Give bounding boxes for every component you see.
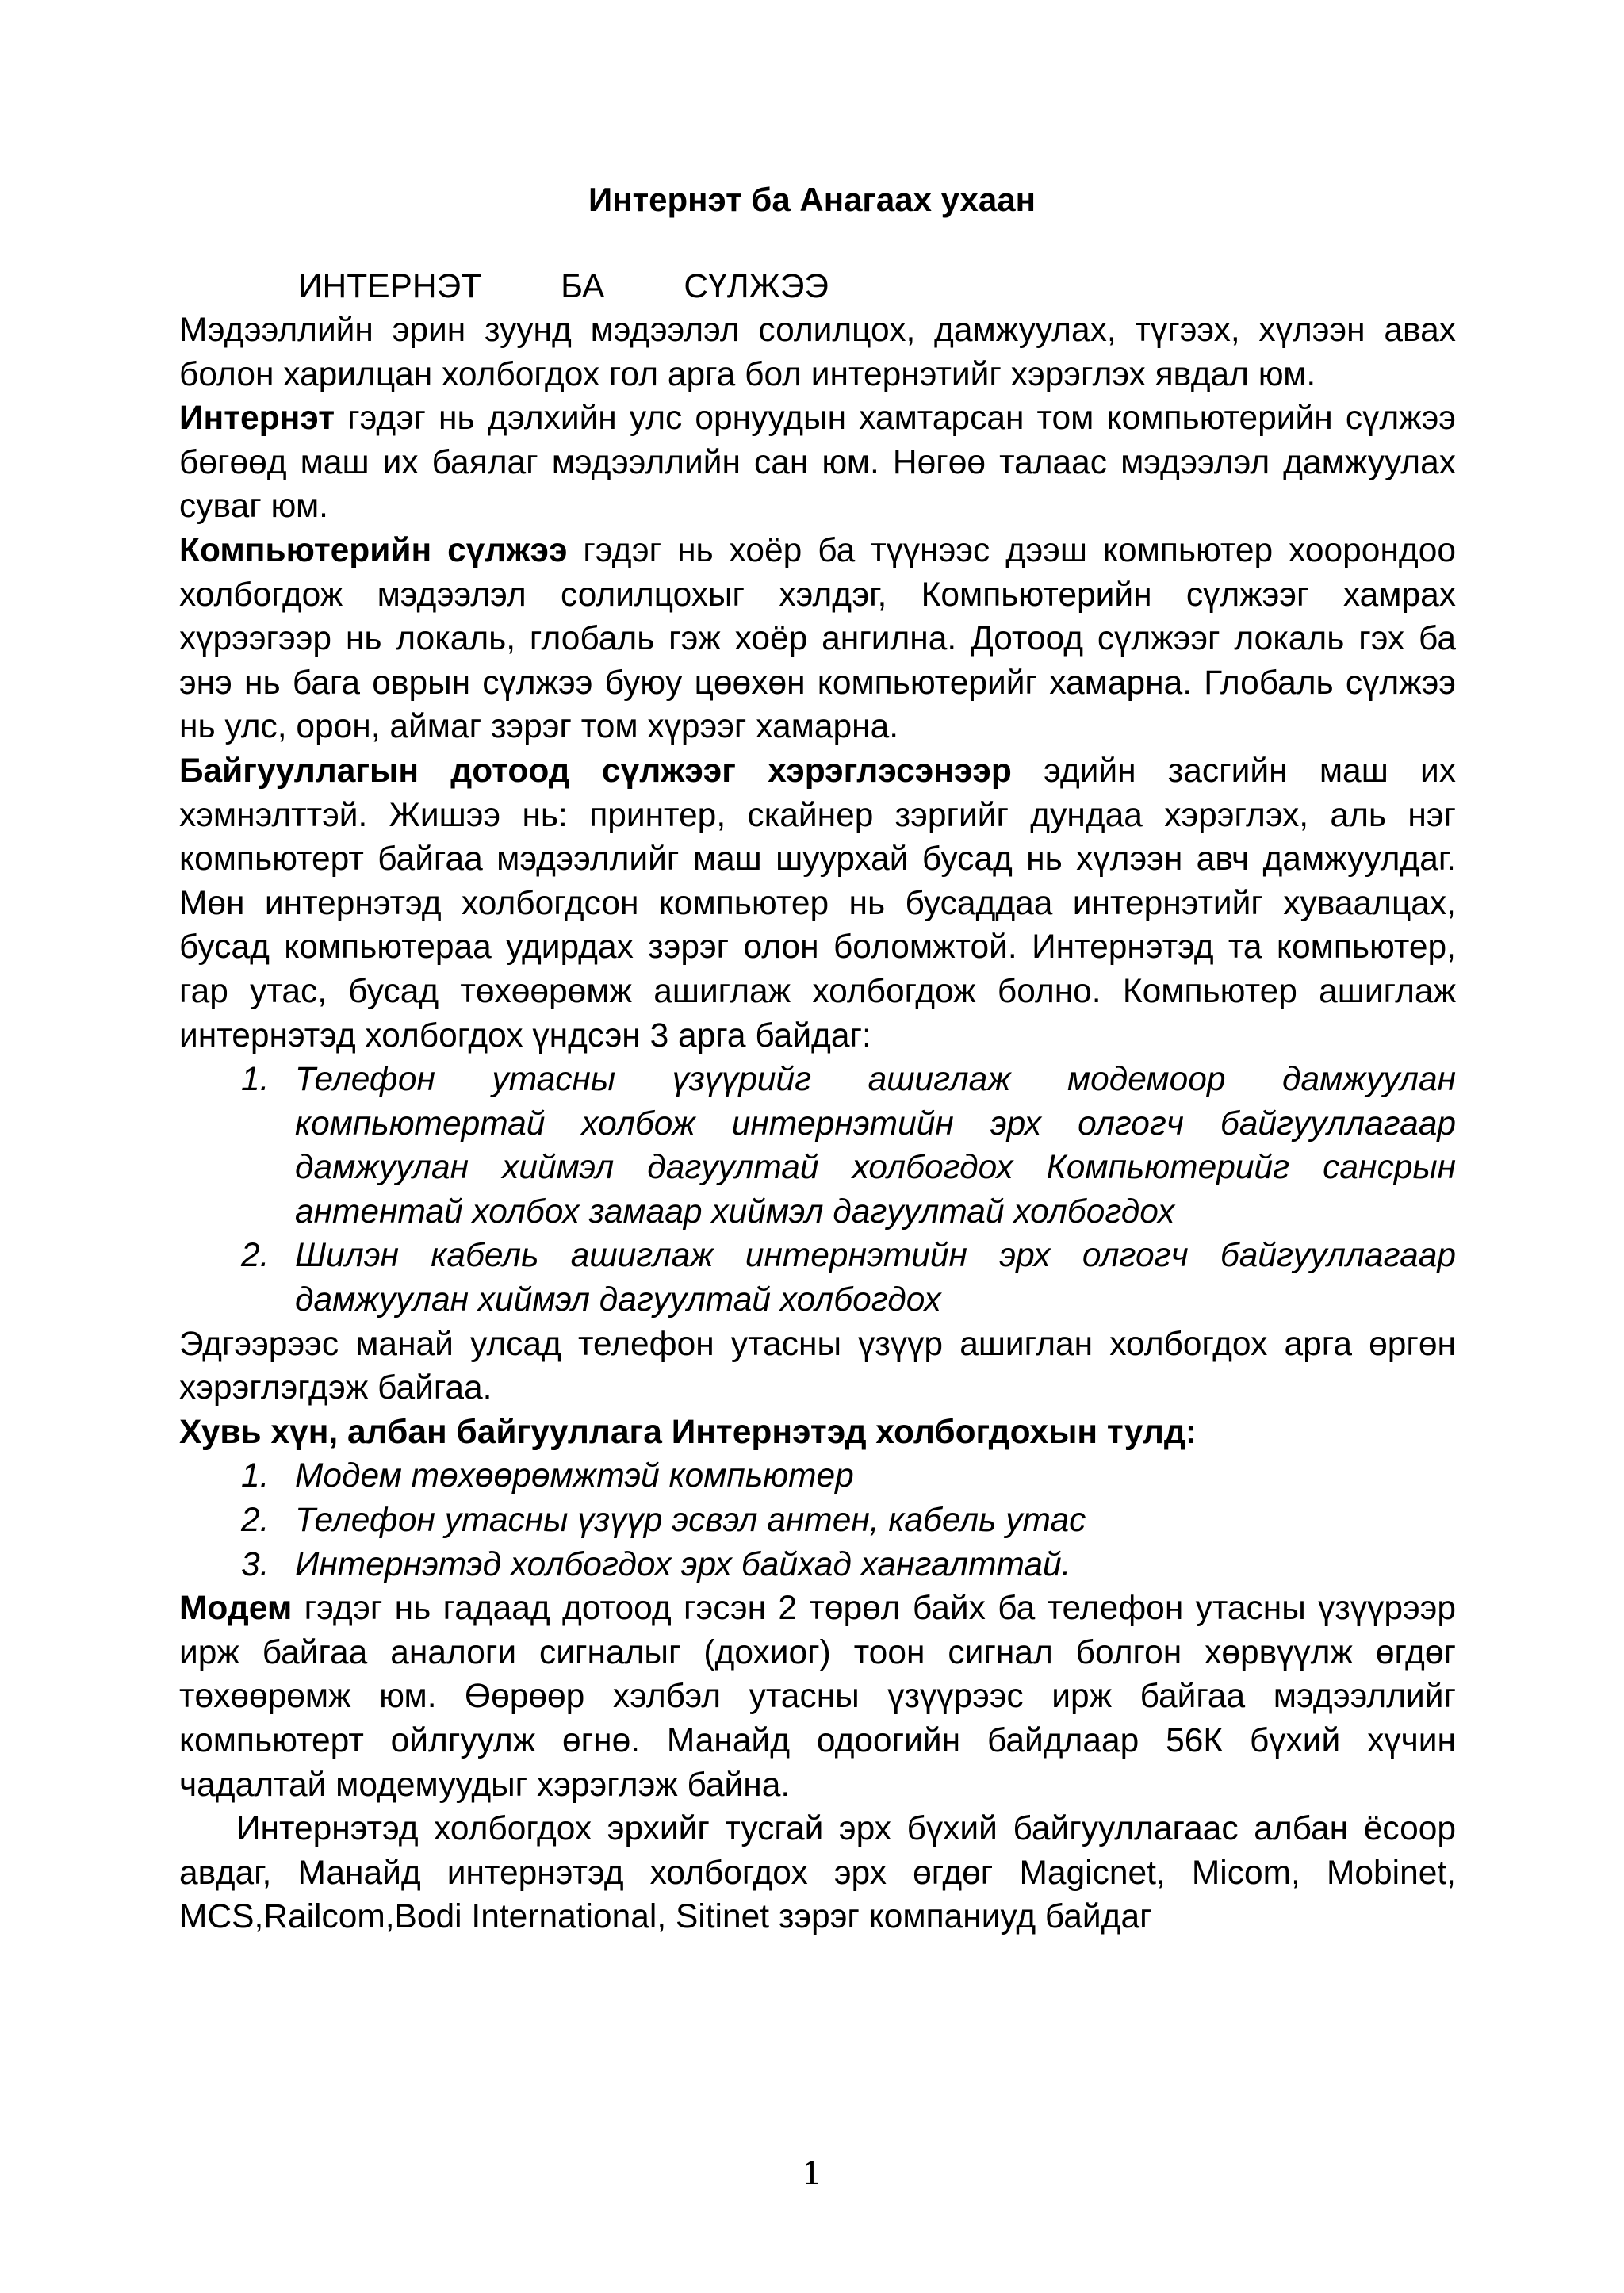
organization-term: Байгууллагын дотоод сүлжээг хэрэглэсэнээр bbox=[179, 752, 1012, 790]
intro-paragraph: Мэдээллийн эрин зуунд мэдээлэл солилцох, дамжуулах, түгээх, хүлээн авах болон харилцан холбогдох гол арга бол интернэтийг хэрэглэх явдал юм. bbox=[179, 312, 1456, 393]
modem-term: Модем bbox=[179, 1590, 293, 1628]
document-body bbox=[179, 308, 1456, 1939]
list-item bbox=[179, 1454, 1456, 1499]
section-heading-word: СҮЛЖЭЭ bbox=[684, 268, 829, 305]
document-title: Интернэт ба Анагаах ухаан bbox=[588, 181, 1036, 218]
organization-definition: эдийн засгийн маш их хэмнэлттэй. Жишээ нь: принтер, скайнер зэргийг дундаа хэрэглэх, аль нэг компьютерт байгаа мэдээллийг маш шуурхай бусад нь хүлээн авч дамжуулдаг. Мөн интернэтэд холбогдсон компьютер нь бусаддаа интернэтийг хуваалцах, бусад компьютераа удирдах зэрэг олон боломжтой. Интернэтэд та компьютер, гар утас, бусад төхөөрөмж ашиглаж холбогдож болно. Компьютер ашиглаж интернэтэд холбогдох үндсэн 3 арга байдаг: bbox=[179, 752, 1457, 1055]
list-item bbox=[179, 1499, 1456, 1543]
methods-list bbox=[179, 1058, 1456, 1323]
internet-definition: гэдэг нь дэлхийн улс орнуудын хамтарсан том компьютерийн сүлжээ бөгөөд маш их баялаг мэдээллийн сан юм. Нөгөө талаас мэдээлэл дамжуулах суваг юм. bbox=[179, 400, 1456, 526]
requirements-heading: Хувь хүн, албан байгууллага Интернэтэд холбогдохын тулд: bbox=[179, 1413, 1197, 1451]
list-item-text: Шилэн кабель ашиглаж интернэтийн эрх олгогч байгууллагаар дамжуулан хиймэл дагуултай холбогдох bbox=[295, 1237, 1456, 1319]
requirements-list bbox=[179, 1454, 1456, 1587]
list-item-number: 1. bbox=[241, 1061, 270, 1099]
list-item-text: Интернэтэд холбогдох эрх байхад хангалттай. bbox=[295, 1545, 1071, 1583]
modem-paragraph bbox=[179, 1587, 1456, 1807]
organization-paragraph bbox=[179, 749, 1456, 1058]
section-heading-word: БА bbox=[561, 268, 605, 305]
page-number: 1 bbox=[802, 2156, 822, 2192]
internet-paragraph bbox=[179, 396, 1456, 529]
list-item-number: 2. bbox=[241, 1502, 270, 1540]
section-heading-word: ИНТЕРНЭТ bbox=[298, 268, 482, 305]
list-item-text: Телефон утасны үзүүрийг ашиглаж модемоор дамжуулан компьютертай холбож интернэтийн эрх олгогч байгууллагаар дамжуулан хиймэл дагуултай холбогдох Компьютерийг сансрын антентай холбох замаар хиймэл дагуултай холбогдох bbox=[295, 1061, 1456, 1231]
list-item-number: 3. bbox=[241, 1545, 270, 1583]
methods-note: Эдгээрээс манай улсад телефон утасны үзүүр ашиглан холбогдох арга өргөн хэрэглэгдэж байгаа. bbox=[179, 1325, 1456, 1407]
list-item-number: 1. bbox=[241, 1457, 270, 1495]
list-item-text: Телефон утасны үзүүр эсвэл антен, кабель утас bbox=[295, 1502, 1086, 1540]
modem-definition: гэдэг нь гадаад дотоод гэсэн 2 төрөл байх ба телефон утасны үзүүрээр ирж байгаа аналоги сигналыг (дохиог) тоон сигнал болгон хөрвүүлж өгдөг төхөөрөмж юм. Өөрөөр хэлбэл утасны үзүүрээс ирж байгаа мэдээллийг компьютерт ойлгуулж өгнө. Манайд одоогийн байдлаар 56К бүхий хүчин чадалтай модемуудыг хэрэглэж байна. bbox=[179, 1590, 1456, 1804]
providers-paragraph: Интернэтэд холбогдох эрхийг тусгай эрх бүхий байгууллагаас албан ёсоор авдаг, Манайд интернэтэд холбогдох эрх өгдөг Magicnet, Micom, Mobinet, MCS,Railcom,Bodi International, Sitinet зэрэг компаниуд байдаг bbox=[179, 1810, 1456, 1936]
list-item-text: Модем төхөөрөмжтэй компьютер bbox=[295, 1457, 854, 1495]
internet-term: Интернэт bbox=[179, 400, 335, 438]
network-paragraph bbox=[179, 529, 1456, 749]
network-definition: гэдэг нь хоёр ба түүнээс дээш компьютер хоорондоо холбогдож мэдээлэл солилцохыг хэлдэг, Компьютерийн сүлжээг хамрах хүрээгээр нь локаль, глобаль гэж хоёр ангилна. Дотоод сүлжээг локаль гэх ба энэ нь бага оврын сүлжээ буюу цөөхөн компьютерийг хамарна. Глобаль сүлжээ нь улс, орон, аймаг зэрэг том хүрээг хамарна. bbox=[179, 531, 1456, 746]
section-heading bbox=[298, 265, 829, 309]
list-item bbox=[179, 1543, 1456, 1587]
network-term: Компьютерийн сүлжээ bbox=[179, 531, 568, 569]
list-item-number: 2. bbox=[241, 1237, 270, 1275]
list-item bbox=[179, 1234, 1456, 1322]
list-item bbox=[179, 1058, 1456, 1234]
